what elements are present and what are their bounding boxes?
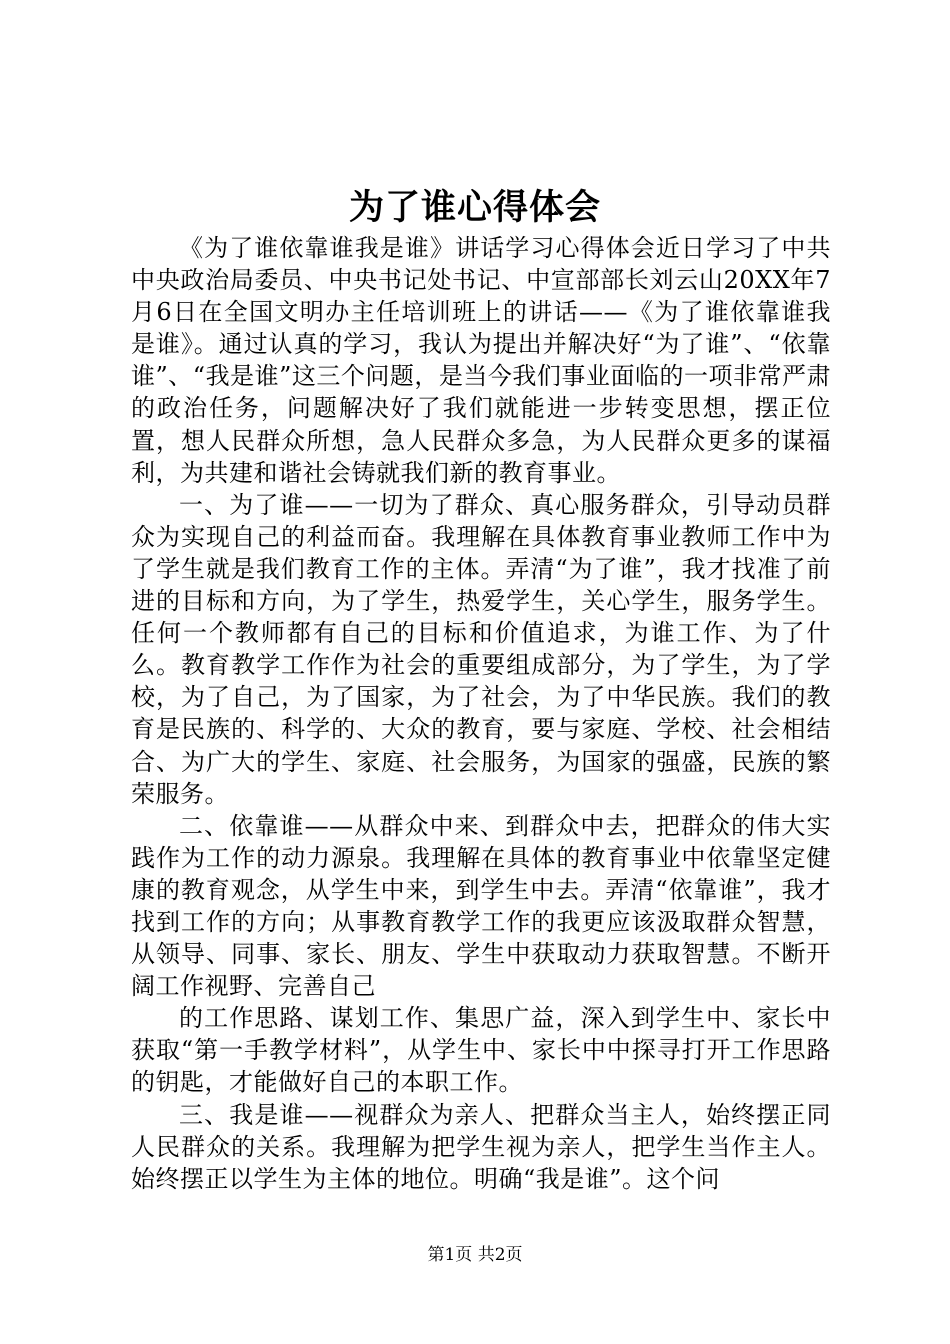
- document-body: [131, 232, 831, 1195]
- paragraph: 《为了谁依靠谁我是谁》讲话学习心得体会近日学习了中共中央政治局委员、中央书记处书记、中宣部部长刘云山20XX年7月6日在全国文明办主任培训班上的讲话——《为了谁依靠谁我是谁》。通过认真的学习，我认为提出并解决好“为了谁”、“依靠谁”、“我是谁”这三个问题，是当今我们事业面临的一项非常严肃的政治任务，问题解决好了我们就能进一步转变思想，摆正位置，想人民群众所想，急人民群众多急，为人民群众更多的谋福利，为共建和谐社会铸就我们新的教育事业。: [131, 234, 831, 487]
- paragraph: 三、我是谁——视群众为亲人、把群众当主人，始终摆正同人民群众的关系。我理解为把学生视为亲人，把学生当作主人。始终摆正以学生为主体的地位。明确“我是谁”。这个问: [131, 1100, 831, 1193]
- page-number-footer: 第1页 共2页: [427, 1245, 523, 1265]
- paragraph: 二、依靠谁——从群众中来、到群众中去，把群众的伟大实践作为工作的动力源泉。我理解在具体的教育事业中依靠坚定健康的教育观念，从学生中来，到学生中去。弄清“依靠谁”，我才找到工作的方向；从事教育教学工作的我更应该汲取群众智慧，从领导、同事、家长、朋友、学生中获取动力获取智慧。不断开阔工作视野、完善自己: [131, 811, 831, 1001]
- paragraph: 的工作思路、谋划工作、集思广益，深入到学生中、家长中获取“第一手教学材料”，从学生中、家长中中探寻打开工作思路的钥匙，才能做好自己的本职工作。: [131, 1004, 831, 1097]
- document-title: 为了谁心得体会: [348, 187, 601, 228]
- paragraph: 一、为了谁——一切为了群众、真心服务群众，引导动员群众为实现自己的利益而奋。我理解在具体教育事业教师工作中为了学生就是我们教育工作的主体。弄清“为了谁”，我才找准了前进的目标和方向，为了学生，热爱学生，关心学生，服务学生。任何一个教师都有自己的目标和价值追求，为谁工作、为了什么。教育教学工作作为社会的重要组成部分，为了学生，为了学校，为了自己，为了国家，为了社会，为了中华民族。我们的教育是民族的、科学的、大众的教育，要与家庭、学校、社会相结合、为广大的学生、家庭、社会服务，为国家的强盛，民族的繁荣服务。: [131, 490, 831, 808]
